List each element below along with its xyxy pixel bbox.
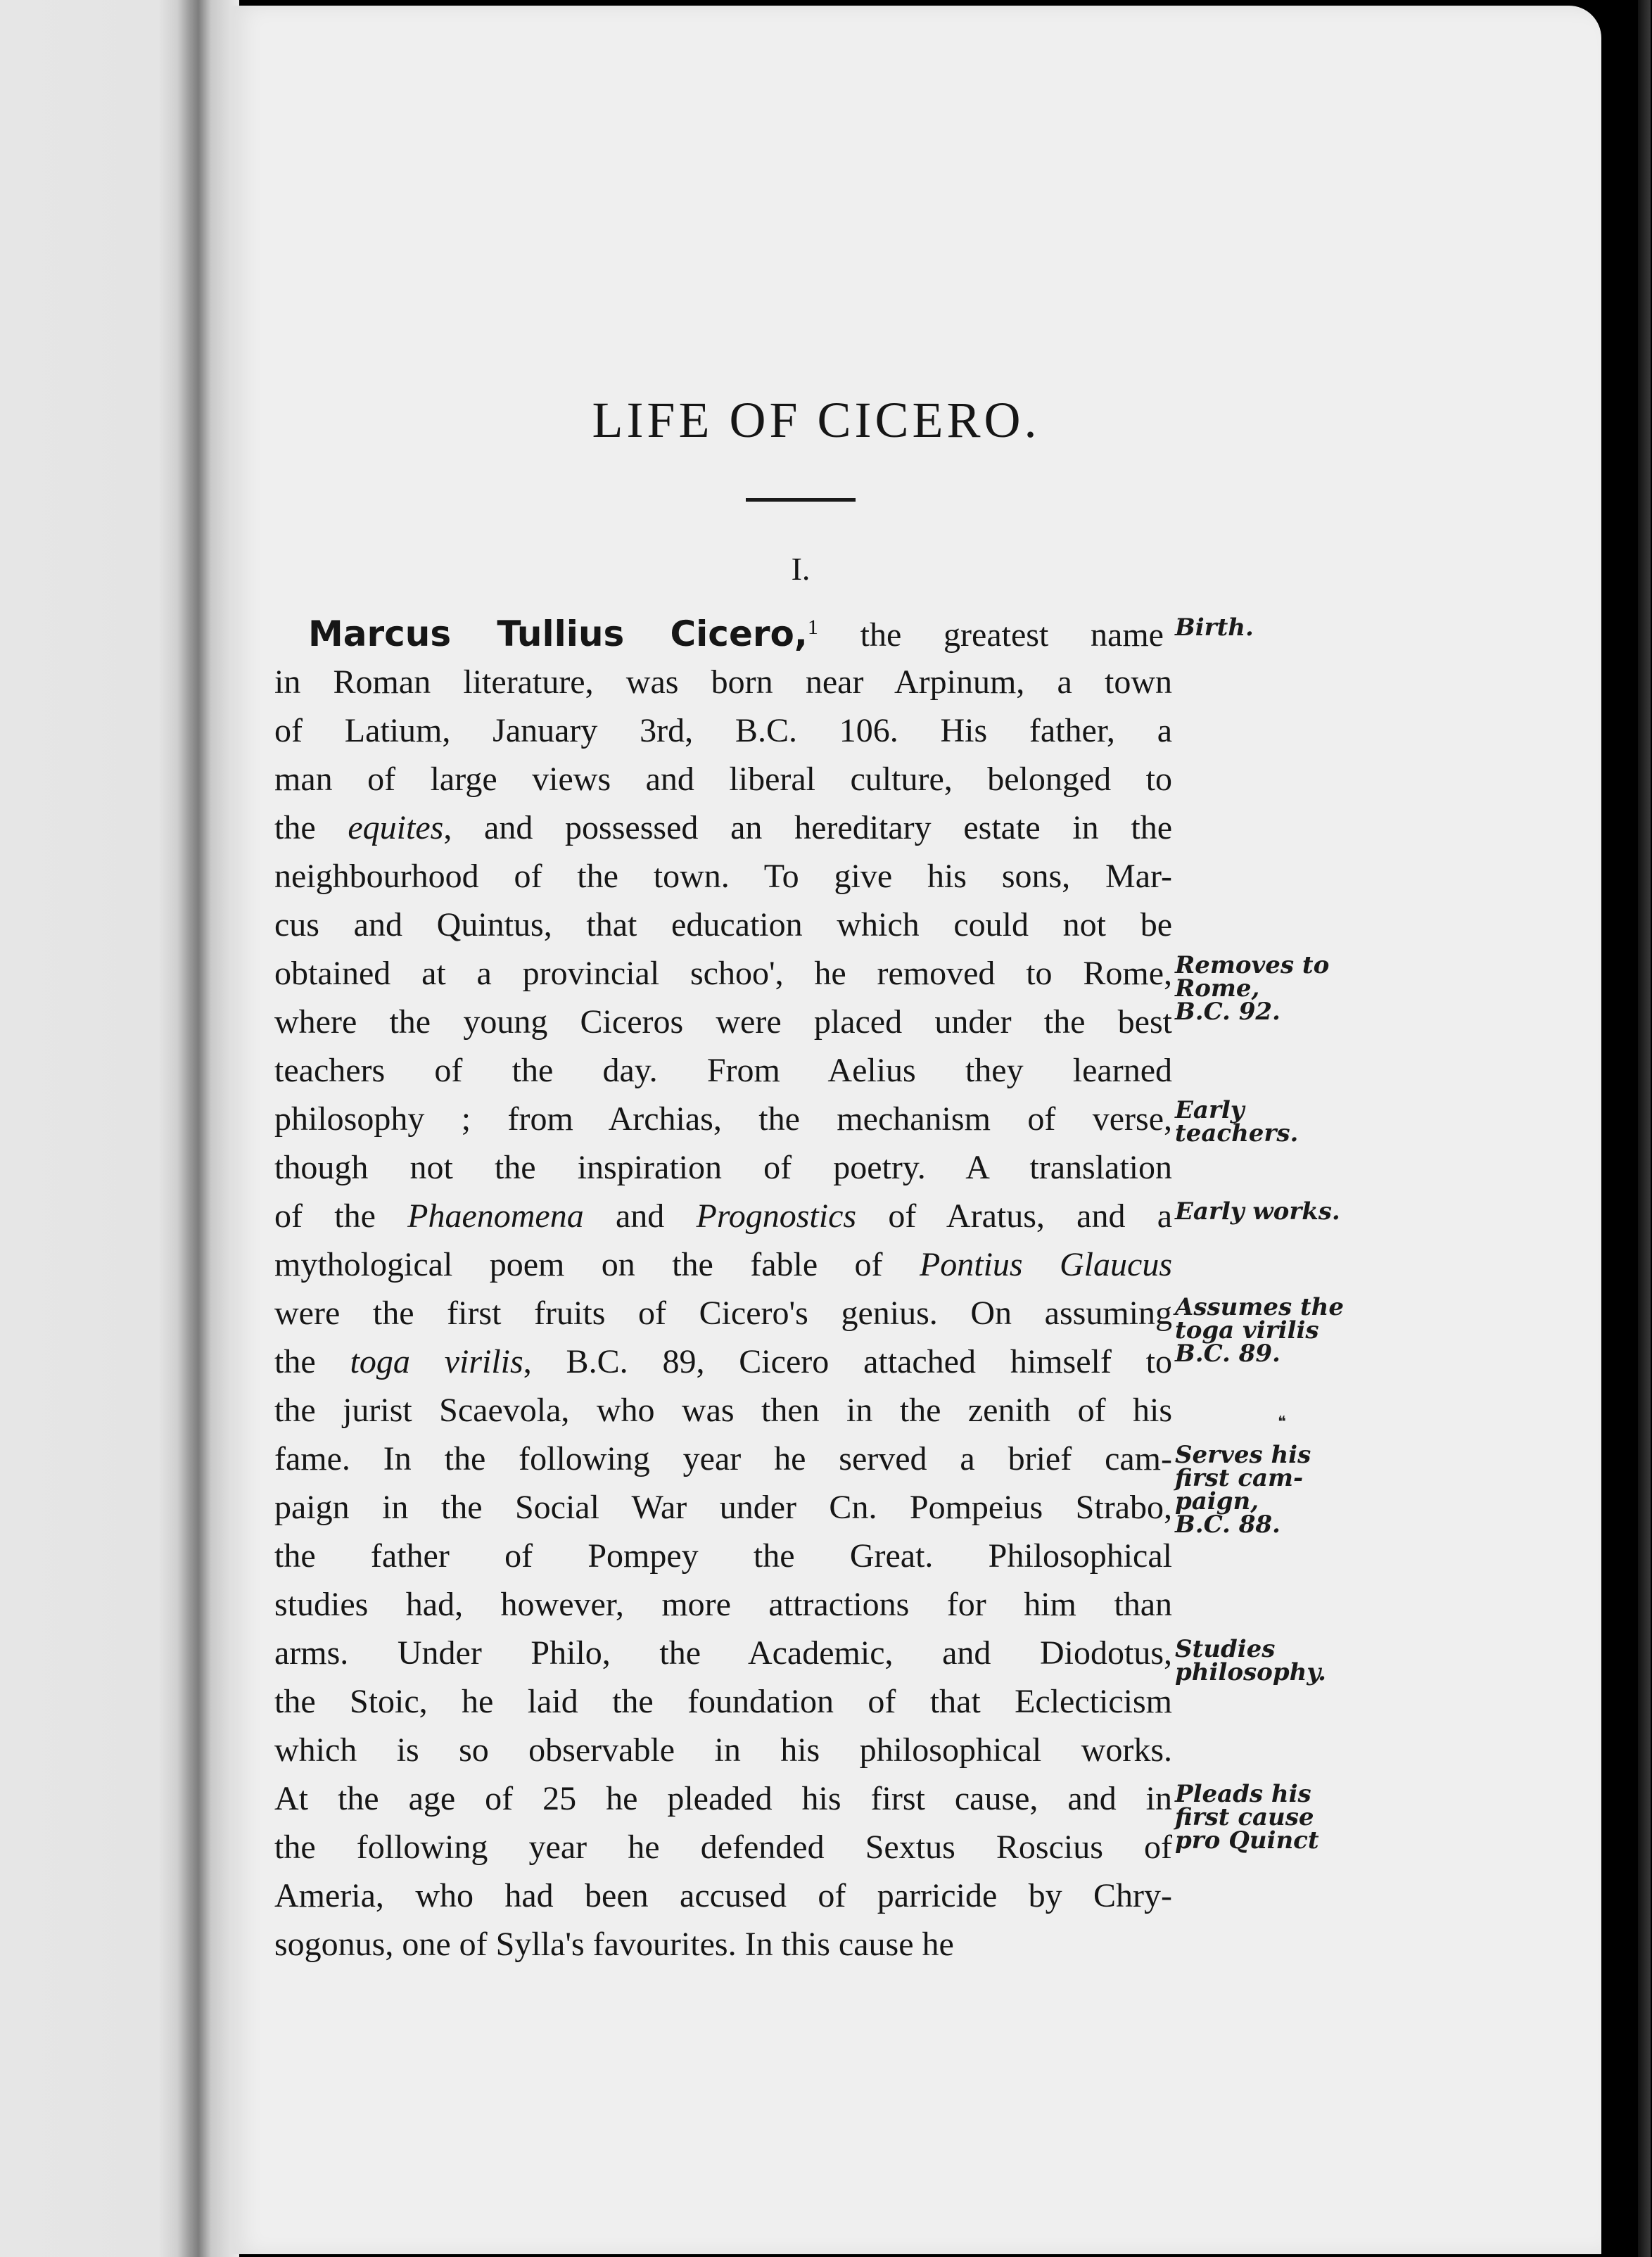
margin-note (1175, 1096, 1400, 1147)
margin-note-line: first cause (1175, 1803, 1314, 1831)
margin-note (1175, 1293, 1400, 1368)
text-line: mythological poem on the fable of Pontius Glaucus (274, 1246, 1173, 1283)
text-line: where the young Ciceros were placed under the best (274, 1003, 1172, 1041)
margin-note-line: philosophy. (1175, 1658, 1327, 1686)
text-line: studies had, however, more attractions for him than (274, 1586, 1172, 1623)
text-line: Marcus Tullius Cicero,$^1$ the greatest name (308, 613, 1164, 654)
page-edge-strip (1638, 0, 1651, 2257)
margin-note (1175, 1780, 1400, 1855)
margin-note-line: Pleads his (1175, 1780, 1311, 1808)
text-line: sogonus, one of Sylla's favourites. In this cause he (274, 1926, 954, 1963)
margin-note-line: B.C. 92. (1175, 998, 1281, 1026)
text-line: in Roman literature, was born near Arpinum, a town (274, 663, 1172, 701)
text-line: obtained at a provincial schoo', he removed to Rome, (274, 955, 1172, 992)
margin-note-line: B.C. 88. (1175, 1511, 1281, 1539)
margin-note-line: Rome, (1175, 974, 1260, 1003)
facing-page-edge (0, 0, 211, 2257)
margin-note-line: toga virilis (1175, 1316, 1319, 1344)
lead-name: Marcus Tullius Cicero, (308, 613, 808, 654)
text-line: At the age of 25 he pleaded his first cause, and in (274, 1780, 1172, 1817)
text-line: the toga virilis, B.C. 89, Cicero attached himself to (274, 1343, 1173, 1380)
margin-note-line: Serves his (1175, 1441, 1311, 1469)
text-line: neighbourhood of the town. To give his sons, Mar- (274, 858, 1172, 895)
text-line: the Stoic, he laid the foundation of that Eclecticism (274, 1683, 1172, 1720)
text-line: of Latium, January 3rd, B.C. 106. His father, a (274, 712, 1172, 749)
page-title: LIFE OF CICERO. (592, 392, 1041, 448)
text-line: were the first fruits of Cicero's genius. On assuming (274, 1295, 1172, 1332)
footnote-mark: 1 (807, 616, 818, 639)
text-line: paign in the Social War under Cn. Pompeius Strabo, (274, 1489, 1172, 1526)
text-line: of the Phaenomena and Prognostics of Aratus, and a (274, 1197, 1172, 1235)
italic-term: Phaenomena (407, 1197, 584, 1235)
text-line: the equites, and possessed an hereditary estate in the (274, 809, 1173, 846)
text-line: teachers of the day. From Aelius they learned (274, 1052, 1172, 1089)
scan-border (1601, 0, 1652, 2257)
text-line: philosophy ; from Archias, the mechanism of verse, (274, 1100, 1172, 1138)
margin-note-line: Studies (1175, 1635, 1276, 1663)
italic-term: Pontius Glaucus (919, 1246, 1173, 1283)
text-line: the father of Pompey the Great. Philosophical (274, 1537, 1172, 1575)
margin-note-line: B.C. 89. (1175, 1340, 1281, 1368)
text-line: arms. Under Philo, the Academic, and Diodotus, (274, 1634, 1172, 1672)
margin-note (1175, 1441, 1400, 1539)
margin-note (1175, 951, 1400, 1026)
margin-note-line: paign, (1175, 1487, 1259, 1515)
margin-note-line: Removes to (1175, 951, 1330, 979)
text-line: which is so observable in his philosophical works. (274, 1731, 1172, 1769)
text-line: Ameria, who had been accused of parricide by Chry- (274, 1877, 1172, 1914)
section-number: I. (791, 551, 811, 587)
text-line: fame. In the following year he served a brief cam- (274, 1440, 1172, 1477)
margin-note-line: Assumes the (1175, 1293, 1345, 1321)
italic-term: equites (348, 809, 444, 846)
text-line: the following year he defended Sextus Roscius of (274, 1829, 1172, 1866)
margin-note-line: Birth. (1175, 613, 1254, 642)
margin-note (1175, 1635, 1400, 1686)
text-line: though not the inspiration of poetry. A translation (274, 1149, 1172, 1186)
title-rule (746, 498, 856, 502)
margin-note-line: teachers. (1175, 1119, 1299, 1147)
ink-smudge (1278, 1413, 1286, 1421)
text-line: the jurist Scaevola, who was then in the zenith of his (274, 1392, 1172, 1429)
margin-note-line: Early (1175, 1096, 1245, 1124)
italic-term: toga virilis (350, 1343, 523, 1380)
margin-note (1175, 613, 1400, 642)
italic-term: Prognostics (696, 1197, 857, 1235)
text-line: cus and Quintus, that education which could not be (274, 906, 1172, 943)
text-line: man of large views and liberal culture, belonged to (274, 761, 1172, 798)
margin-note-line: pro Quinct (1175, 1826, 1319, 1855)
margin-note-line: first cam- (1175, 1464, 1304, 1492)
margin-note (1175, 1197, 1400, 1226)
margin-note-line: Early works. (1175, 1197, 1340, 1226)
